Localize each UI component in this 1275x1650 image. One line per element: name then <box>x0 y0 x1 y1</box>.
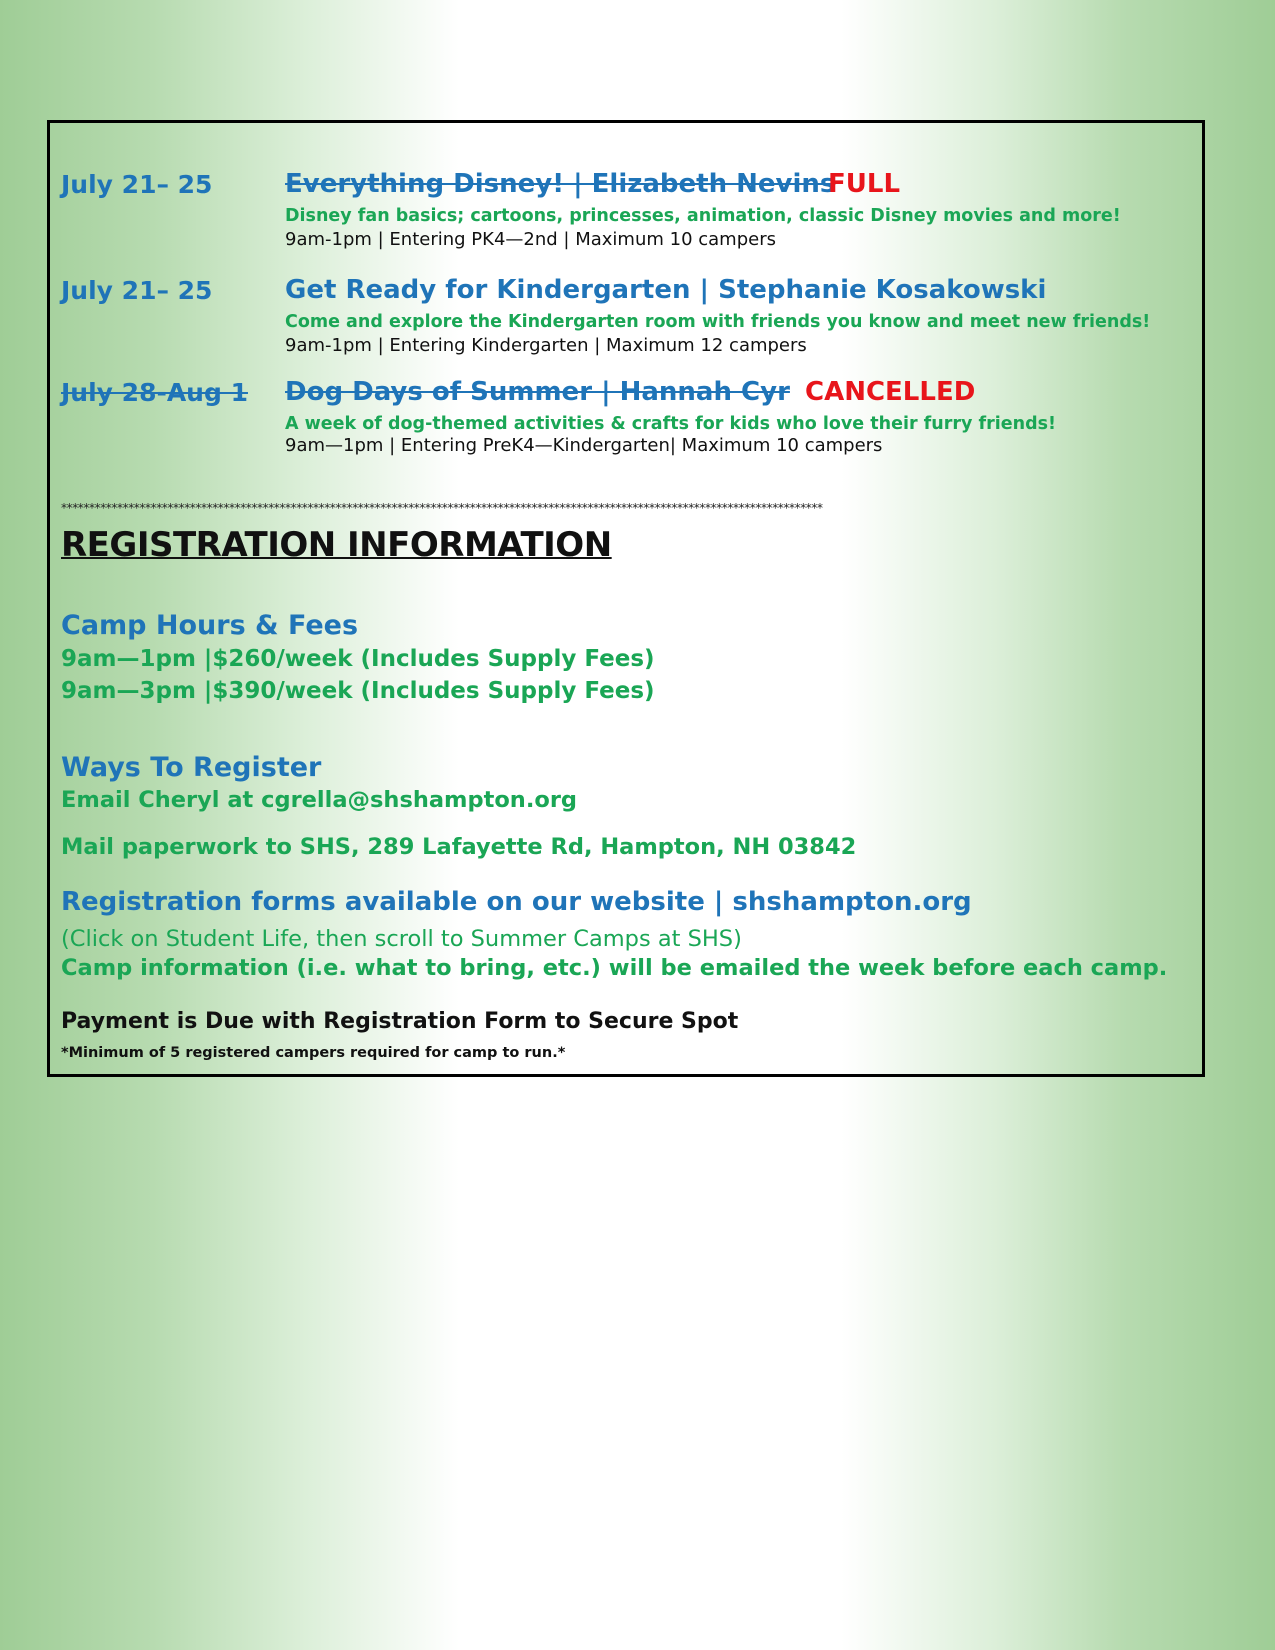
flyer-frame <box>47 120 1205 1077</box>
fee-half-day: 9am—1pm |$260/week (Includes Supply Fees) <box>61 646 655 672</box>
fee-full-day: 9am—3pm |$390/week (Includes Supply Fees) <box>61 678 655 704</box>
camp-1-details: 9am-1pm | Entering PK4—2nd | Maximum 10 campers <box>285 229 776 250</box>
camp-1-status-badge: FULL <box>828 169 901 199</box>
mail-line: Mail paperwork to SHS, 289 Lafayette Rd, Hampton, NH 03842 <box>61 834 857 860</box>
camp-1-description: Disney fan basics; cartoons, princesses, animation, classic Disney movies and more! <box>285 206 1121 226</box>
email-line: Email Cheryl at cgrella@shshampton.org <box>61 787 578 813</box>
minimum-campers-note: *Minimum of 5 registered campers required for camp to run.* <box>61 1045 566 1061</box>
camp-3-dates: July 28-Aug 1 <box>61 378 248 407</box>
camp-2-details: 9am-1pm | Entering Kindergarten | Maximum 12 campers <box>285 335 807 356</box>
payment-line: Payment is Due with Registration Form to Secure Spot <box>61 1009 739 1034</box>
camp-2-dates: July 21– 25 <box>61 276 213 305</box>
camp-3-status-badge: CANCELLED <box>805 377 976 407</box>
registration-heading: REGISTRATION INFORMATION <box>61 525 612 565</box>
asterisk-divider: **************************************************************************************************************************************** <box>61 501 823 515</box>
camp-hours-heading: Camp Hours & Fees <box>61 610 359 641</box>
camp-1-dates: July 21– 25 <box>61 170 213 199</box>
ways-to-register-heading: Ways To Register <box>61 752 322 783</box>
camp-info-line: Camp information (i.e. what to bring, etc.) will be emailed the week before each camp. <box>61 955 1168 981</box>
camp-1-title: Everything Disney! | Elizabeth Nevins <box>285 169 836 199</box>
website-hint: (Click on Student Life, then scroll to Summer Camps at SHS) <box>61 926 742 952</box>
camp-2-title: Get Ready for Kindergarten | Stephanie Kosakowski <box>285 275 1047 305</box>
camp-3-title: Dog Days of Summer | Hannah Cyr <box>285 377 790 407</box>
camp-2-description: Come and explore the Kindergarten room with friends you know and meet new friends! <box>285 312 1151 332</box>
camp-3-details: 9am—1pm | Entering PreK4—Kindergarten| Maximum 10 campers <box>285 435 883 456</box>
website-line: Registration forms available on our website | shshampton.org <box>61 887 972 917</box>
camp-3-description: A week of dog-themed activities & crafts for kids who love their furry friends! <box>285 414 1057 434</box>
